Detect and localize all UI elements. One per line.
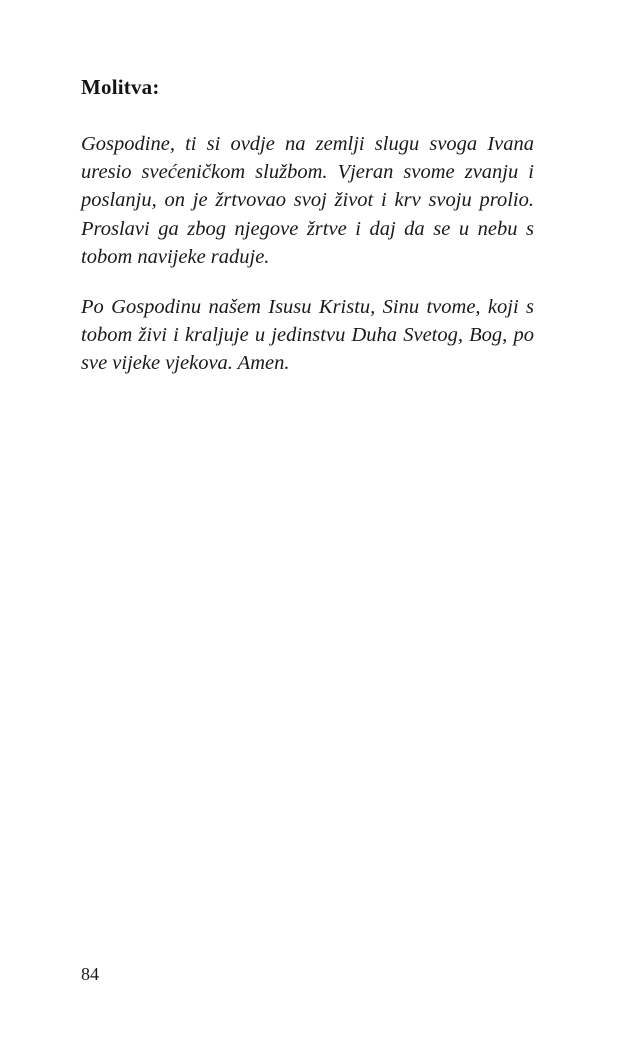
- page-content: [81, 74, 536, 378]
- page-number: 84: [81, 964, 99, 984]
- prayer-paragraph-2: Po Gospodinu našem Isusu Kristu, Sinu tvome, koji s tobom živi i kraljuje u jedinstvu Duha Svetog, Bog, po sve vijeke vjekova. Amen.: [81, 296, 534, 375]
- prayer-paragraph-1: Gospodine, ti si ovdje na zemlji slugu svoga Ivana uresio svećeničkom službom. Vjeran svome zvanju i poslanju, on je žrtvovao svoj život i krv svoju prolio. Proslavi ga zbog njegove žrtve i daj da se u nebu s tobom navijeke raduje.: [81, 133, 534, 268]
- page-title: Molitva:: [81, 75, 160, 99]
